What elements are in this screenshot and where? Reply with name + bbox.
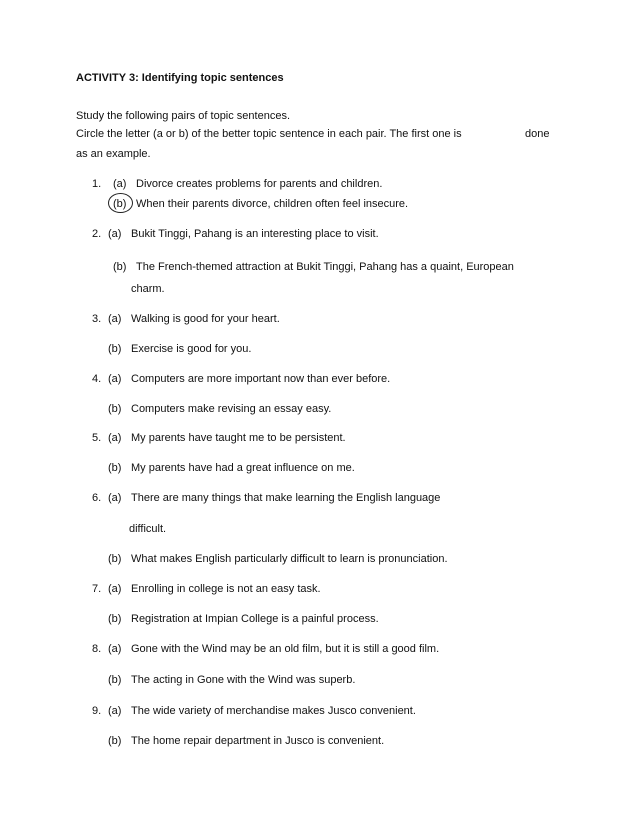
option-a-text: Gone with the Wind may be an old film, but it is still a good film. (131, 643, 440, 655)
option-a-label: (a) (108, 432, 122, 444)
option-a-label: (a) (108, 313, 122, 325)
option-b-label: (b) (108, 553, 122, 565)
item-number: 7. (92, 583, 102, 595)
option-b-text: Computers make revising an essay easy. (131, 403, 332, 415)
option-b-label: (b) (108, 674, 122, 686)
option-b-text: The French-themed attraction at Bukit Tinggi, Pahang has a quaint, European (136, 261, 514, 273)
option-a-text: Walking is good for your heart. (131, 313, 280, 325)
option-b-text: Registration at Impian College is a painful process. (131, 613, 379, 625)
option-b-text: Exercise is good for you. (131, 343, 252, 355)
option-a-text: Computers are more important now than ever before. (131, 373, 391, 385)
item-number: 5. (92, 432, 102, 444)
page-title: ACTIVITY 3: Identifying topic sentences (76, 72, 284, 84)
option-a-label: (a) (108, 583, 122, 595)
item-number: 2. (92, 228, 102, 240)
option-b-label: (b) (108, 735, 122, 747)
item-number: 8. (92, 643, 102, 655)
item-number: 6. (92, 492, 102, 504)
option-a-text: There are many things that make learning the English language (131, 492, 441, 504)
item-number: 9. (92, 705, 102, 717)
option-a-label: (a) (108, 705, 122, 717)
instruction-line: Study the following pairs of topic sentences. (76, 110, 291, 122)
option-a-text: Enrolling in college is not an easy task. (131, 583, 321, 595)
option-b-text: The acting in Gone with the Wind was superb. (131, 674, 356, 686)
option-b-continuation: charm. (131, 283, 165, 295)
instruction-line: as an example. (76, 148, 151, 160)
option-a-text: Bukit Tinggi, Pahang is an interesting place to visit. (131, 228, 379, 240)
instruction-line: done (525, 128, 550, 140)
option-a-text: The wide variety of merchandise makes Jusco convenient. (131, 705, 416, 717)
instruction-line: Circle the letter (a or b) of the better topic sentence in each pair. The first one is (76, 128, 462, 140)
option-b-label: (b) (108, 343, 122, 355)
option-a-label: (a) (108, 492, 122, 504)
option-a-label: (a) (108, 373, 122, 385)
option-b-text: What makes English particularly difficult to learn is pronunciation. (131, 553, 448, 565)
option-b-label: (b) (108, 462, 122, 474)
option-a-label: (a) (108, 643, 122, 655)
option-b-label: (b) (113, 198, 127, 210)
option-a-label: (a) (108, 228, 122, 240)
option-b-text: My parents have had a great influence on me. (131, 462, 355, 474)
option-b-text: The home repair department in Jusco is convenient. (131, 735, 385, 747)
option-b-label: (b) (108, 613, 122, 625)
item-number: 4. (92, 373, 102, 385)
option-b-text: When their parents divorce, children often feel insecure. (136, 198, 409, 210)
item-number: 1. (92, 178, 102, 190)
item-number: 3. (92, 313, 102, 325)
option-b-label: (b) (113, 261, 127, 273)
option-a-text: Divorce creates problems for parents and children. (136, 178, 383, 190)
option-a-text: My parents have taught me to be persistent. (131, 432, 346, 444)
option-b-label: (b) (108, 403, 122, 415)
option-a-continuation: difficult. (129, 523, 167, 535)
option-a-label: (a) (113, 178, 127, 190)
